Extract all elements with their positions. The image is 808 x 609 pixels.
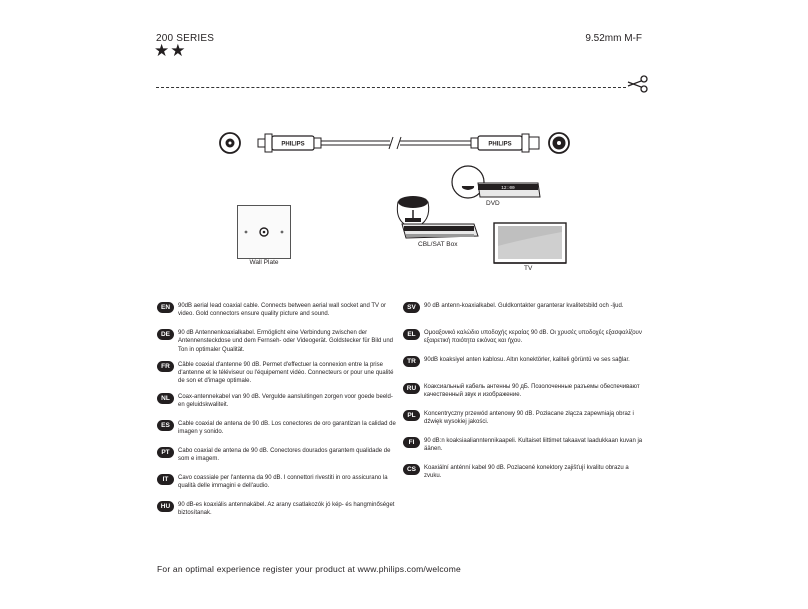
lang-badge-el: EL — [403, 329, 420, 340]
lang-entry-tr — [403, 356, 643, 376]
male-connector-icon — [549, 133, 569, 153]
lang-badge-sv: SV — [403, 302, 420, 313]
plug-right-icon — [471, 134, 539, 152]
footer-register-text: For an optimal experience register your product at www.philips.com/welcome — [157, 564, 461, 574]
satellite-box-icon — [397, 196, 478, 238]
lang-text-it: Cavo coassiale per l'antenna da 90 dB. I connettori rivestiti in oro assicurano la qualità delle immagini e dell'audio. — [178, 474, 388, 490]
lang-entry-ru — [403, 383, 643, 403]
lang-badge-pl: PL — [403, 410, 420, 421]
lang-badge-ru: RU — [403, 383, 420, 394]
dvd-player-icon — [452, 166, 540, 198]
lang-entry-fi — [403, 437, 643, 457]
plug-left-icon — [258, 134, 321, 152]
lang-text-sv: 90 dB antenn-koaxialkabel. Guldkontakter garanterar kvalitetsbild och -ljud. — [424, 303, 624, 309]
lang-text-fr: Câble coaxial d'antenne 90 dB. Permet d'effectuer la connexion entre la prise d'antenne et le téléviseur ou l'équipement vidéo. Connecteurs or pour une qualité de son et d'image optimale. — [178, 361, 394, 385]
lang-badge-en: EN — [157, 302, 174, 313]
lang-entry-pt — [157, 447, 397, 467]
female-connector-icon — [220, 133, 240, 153]
cable-line-icon — [321, 137, 471, 149]
cable-size: 9.52mm M-F — [585, 33, 642, 44]
tv-label: TV — [524, 265, 533, 272]
lang-entry-en — [157, 302, 397, 322]
lang-text-nl: Coax-antennekabel van 90 dB. Vergulde aansluitingen zorgen voor goede beeld- en geluidskwaliteit. — [178, 393, 393, 409]
lang-text-el: Ομοαξονικό καλώδιο υποδοχής κεραίας 90 dB. Οι χρυσές υποδοχές εξασφαλίζουν εξαιρετική ποιότητα εικόνας και ήχου. — [424, 330, 642, 345]
wall-plate-label: Wall Plate — [249, 259, 279, 266]
lang-text-en: 90dB aerial lead coaxial cable. Connects between aerial wall socket and TV or video. Gold connectors ensure quality picture and sound. — [178, 303, 387, 318]
lang-entry-el — [403, 329, 643, 349]
lang-entry-fr — [157, 361, 397, 386]
series-title: 200 SERIES — [156, 33, 215, 44]
languages-right-column — [403, 302, 643, 491]
lang-text-es: Cable coaxial de antena de 90 dB. Los conectores de oro garantizan la calidad de imagen y sonido. — [178, 420, 396, 436]
coax-cable-illustration — [215, 125, 575, 161]
lang-badge-it: IT — [157, 474, 174, 485]
scissors-icon — [627, 74, 649, 94]
lang-text-hu: 90 dB-es koaxiális antennakábel. Az arany csatlakozók jó kép- és hangminőséget biztosítanak. — [178, 501, 395, 517]
lang-badge-nl: NL — [157, 393, 174, 404]
tv-icon — [494, 223, 566, 263]
lang-text-fi: 90 dB:n koaksiaalianntennikaapeli. Kultaiset liittimet takaavat laadukkaan kuvan ja äänen. — [424, 438, 643, 453]
lang-entry-hu — [157, 501, 397, 521]
lang-badge-de: DE — [157, 329, 174, 340]
lang-badge-tr: TR — [403, 356, 420, 367]
brand-left: PHILIPS — [281, 141, 305, 148]
lang-badge-cs: CS — [403, 464, 420, 475]
lang-entry-it — [157, 474, 397, 494]
star-rating: ★★ — [154, 41, 187, 60]
lang-text-de: 90 dB Antennenkoaxialkabel. Ermöglicht eine Verbindung zwischen der Antennensteckdose und dem Fernseh- oder Videogerät. Goldstecker für Bild und Ton in optimaler Qualität. — [178, 330, 394, 353]
lang-entry-es — [157, 420, 397, 440]
lang-entry-sv — [403, 302, 643, 322]
lang-entry-pl — [403, 410, 643, 430]
brand-right: PHILIPS — [488, 141, 512, 148]
cut-line — [156, 87, 626, 88]
lang-badge-pt: PT — [157, 447, 174, 458]
lang-entry-de — [157, 329, 397, 354]
lang-text-cs: Koaxiální anténní kabel 90 dB. Pozlacené konektory zajišťují kvalitu obrazu a zvuku. — [424, 465, 629, 480]
lang-entry-nl — [157, 393, 397, 413]
lang-text-pt: Cabo coaxial de antena de 90 dB. Conectores dourados garantem qualidade de som e imagem. — [178, 447, 391, 463]
lang-badge-fr: FR — [157, 361, 174, 372]
lang-badge-es: ES — [157, 420, 174, 431]
lang-badge-fi: FI — [403, 437, 420, 448]
lang-text-tr: 90dB koaksiyel anten kablosu. Altın konektörler, kaliteli görüntü ve ses sağlar. — [424, 357, 630, 363]
wall-plate-icon — [237, 205, 291, 259]
languages-left-column — [157, 302, 397, 528]
dvd-display: 12:00 — [501, 186, 515, 191]
lang-badge-hu: HU — [157, 501, 174, 512]
devices-illustration — [388, 160, 578, 280]
dvd-label: DVD — [486, 200, 500, 207]
cbl-sat-label: CBL/SAT Box — [418, 241, 458, 248]
lang-text-ru: Коаксиальный кабель антенны 90 дБ. Позолоченные разъемы обеспечивают качественный звук и изображение. — [424, 384, 640, 399]
lang-entry-cs — [403, 464, 643, 484]
lang-text-pl: Koncentryczny przewód antenowy 90 dB. Pozłacane złącza zapewniają obraz i dźwięk wysokiej jakości. — [424, 411, 634, 426]
